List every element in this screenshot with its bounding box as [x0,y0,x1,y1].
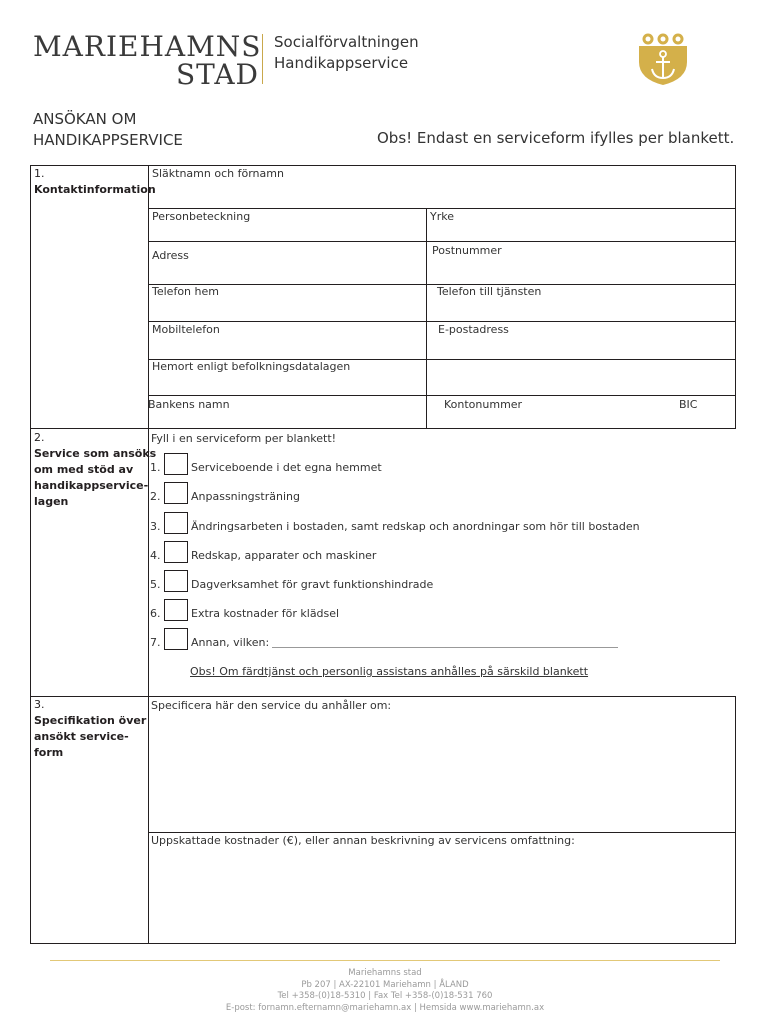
department-name: Socialförvaltningen [274,33,419,51]
section2-instruction: Fyll i en serviceform per blankett! [151,432,337,445]
grid-line [30,165,31,944]
grid-line [148,832,736,833]
section2-number: 2. [34,431,45,444]
service-checkbox-1[interactable] [164,453,188,475]
name-field[interactable]: Släktnamn och förnamn [152,167,284,180]
section1-title: Kontaktinformation [34,183,156,196]
grid-line [148,395,736,396]
grid-line [30,943,736,944]
footer-divider [50,960,720,961]
option-number: 3. [150,520,161,533]
grid-line [148,321,736,322]
service-option-label: Extra kostnader för klädsel [191,607,340,620]
section1-heading [34,166,156,198]
section1-number: 1. [34,167,45,180]
service-option-label: Annan, vilken: [191,636,270,649]
logo-divider [262,34,263,84]
service-option-label: Anpassningsträning [191,490,300,503]
bic-field[interactable]: BIC [679,398,698,411]
service-option-label: Dagverksamhet för gravt funktionshindrade [191,578,434,591]
section3-number: 3. [34,698,45,711]
service-checkbox-7[interactable] [164,628,188,650]
option-number: 4. [150,549,161,562]
home-phone-field[interactable]: Telefon hem [152,285,219,298]
service-option-label: Ändringsarbeten i bostaden, samt redskap och anordningar som hör till bostaden [191,520,640,533]
section2-title: Service som ansöks om med stöd av handikappservice- lagen [34,447,157,508]
home-municipality-field[interactable]: Hemort enligt befolkningsdatalagen [152,360,351,373]
account-number-field[interactable]: Kontonummer [444,398,523,411]
grid-line [735,696,736,944]
footer-org: Mariehamns stad [348,968,422,978]
work-phone-field[interactable]: Telefon till tjänsten [437,285,542,298]
mobile-field[interactable]: Mobiltelefon [152,323,220,336]
option-number: 7. [150,636,161,649]
service-checkbox-6[interactable] [164,599,188,621]
option-number: 2. [150,490,161,503]
department-unit: Handikappservice [274,54,409,72]
grid-line [148,241,736,242]
option-number: 1. [150,461,161,474]
grid-line [148,208,736,209]
service-option-label: Redskap, apparater och maskiner [191,549,377,562]
grid-line [148,165,149,944]
anchor-crest-icon [637,32,689,86]
other-service-input[interactable] [272,647,618,648]
option-number: 6. [150,607,161,620]
email-field[interactable]: E-postadress [438,323,509,336]
personid-field[interactable]: Personbeteckning [152,210,251,223]
grid-line [30,428,736,429]
footer-phone: Tel +358-(0)18-5310 | Fax Tel +358-(0)18-531 760 [277,991,493,1001]
address-field[interactable]: Adress [152,249,189,262]
service-checkbox-3[interactable] [164,512,188,534]
transport-assistance-note: Obs! Om färdtjänst och personlig assistans anhålles på särskild blankett [190,665,589,678]
option-number: 5. [150,578,161,591]
footer-address: Pb 207 | AX-22101 Mariehamn | ÅLAND [301,979,469,990]
section3-title: Specifikation över ansökt service- form [34,714,147,759]
postal-code-field[interactable]: Postnummer [432,244,502,257]
service-checkbox-2[interactable] [164,482,188,504]
section2-heading [34,430,156,510]
grid-line [735,165,736,428]
service-option-label: Serviceboende i det egna hemmet [191,461,382,474]
profession-field[interactable]: Yrke [430,210,454,223]
service-specification-field[interactable]: Specificera här den service du anhåller om: [151,699,392,712]
estimated-costs-field[interactable]: Uppskattade kostnader (€), eller annan beskrivning av servicens omfattning: [151,834,575,847]
footer [0,968,770,1014]
logo-text-line2: STAD [176,58,259,91]
logo-text-line1: MARIEHAMNS [33,30,262,63]
form-notice: Obs! Endast en serviceform ifylles per blankett. [377,129,735,147]
bank-name-field[interactable]: Bankens namn [148,398,230,411]
form-title-line2: HANDIKAPPSERVICE [33,131,183,149]
footer-contact: E-post: fornamn.efternamn@mariehamn.ax | Hemsida www.mariehamn.ax [225,1002,545,1013]
form-title-line1: ANSÖKAN OM [33,110,137,128]
department [274,32,419,74]
section3-heading [34,697,146,761]
service-checkbox-4[interactable] [164,541,188,563]
service-checkbox-5[interactable] [164,570,188,592]
form-title [33,109,183,151]
